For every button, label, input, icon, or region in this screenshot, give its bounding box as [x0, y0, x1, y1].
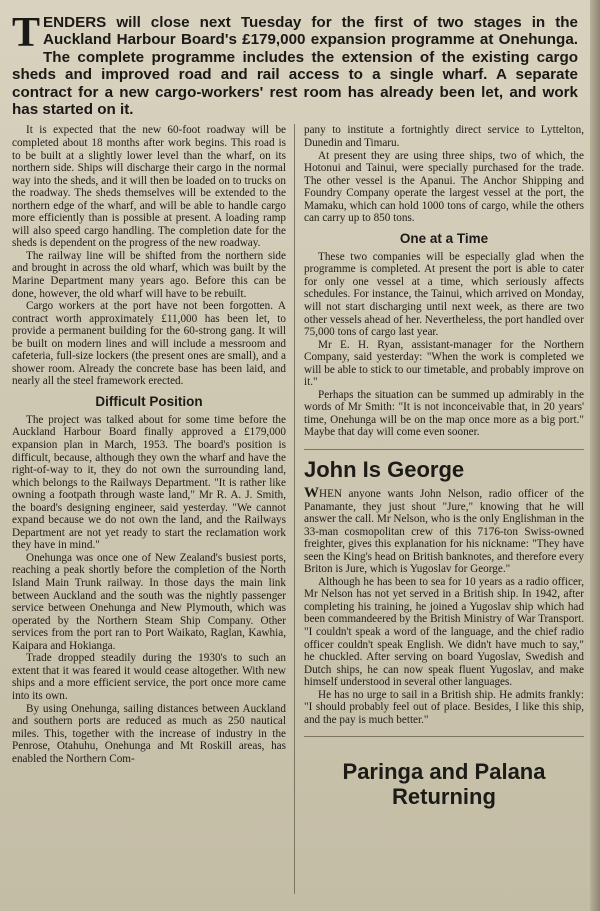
- right-paragraph-1: pany to institute a fortnightly direct service to Lyttelton, Dunedin and Timaru.: [304, 124, 584, 149]
- right-paragraph-5: Perhaps the situation can be summed up admirably in the words of Mr Smith: "It is not inconceivable that, in 20 years' time, Onehunga will be on the map once more as a big port." Maybe that day will come even sooner.: [304, 388, 584, 439]
- heading-one-at-a-time: One at a Time: [399, 230, 489, 246]
- left-paragraph-4: The project was talked about for some time before the Auckland Harbour Board finally approved a £179,000 expansion plan in March, 1953. The board's position is difficult, because, although they own the wharf and have the right-of-way to it, they do not own the surrounding land, which belongs to the Railways Department. "It is rather like owning a footpath through waste land," Mr R. A. J. Smith, the board's designing engineer, said yesterday. "We cannot expand because we do not own the land, and the Railways Department are not yet ready to start the reclamation work they have in mind.": [12, 413, 286, 552]
- right-column: [294, 124, 584, 894]
- right-paragraph-6: [304, 487, 584, 576]
- left-paragraph-5: Onehunga was once one of New Zealand's busiest ports, reaching a peak shortly before the completion of the North Island Main Trunk railway. In those days the main link between Auckland and the south was the nightly passenger service between Onehunga and New Plymouth, which was operated by the Northern Steam Ship Company. Other services from the port ran to Port Waikato, Raglan, Kawhia, Kaipara and Hokianga.: [12, 551, 286, 652]
- left-paragraph-7: By using Onehunga, sailing distances between Auckland and southern ports are reduced as much as 250 nautical miles. This, together with the increase of industry in the Penrose, Otahuhu, Onehunga and Mt Roskill areas, has enabled the Northern Com-: [12, 702, 286, 765]
- right-paragraph-7: Although he has been to sea for 10 years as a radio officer, Mr Nelson has not yet served in a British ship. In 1942, after completing his training, he joined a Yugoslav ship which had been commandeered by the British Ministry of War Transport. "I couldn't speak a word of the language, and the chief radio officer couldn't speak English. We didn't have much to say," he chuckled. After serving on board Yugoslav, Swedish and Dutch ships, he can now speak fluent Yugoslav, and make himself understood in several other languages.: [304, 575, 584, 689]
- right-paragraph-8: He has no urge to sail in a British ship. He admits frankly: "I should probably feel out of place. Besides, I like this ship, and the pay is much better.": [304, 688, 584, 726]
- left-paragraph-1: It is expected that the new 60-foot roadway will be completed about 18 months after work begins. This road is to be built at a slightly lower level than the wharf, on its northern side. Ships will discharge their cargo in the normal way into the sheds, and it will then be loaded on to trucks on the roadway. The sheds themselves will be extended to the northern edge of the wharf, and will be able to handle cargo more efficiently than is possible at present. A loading ramp will also speed cargo handling. The completion date for the sheds is dependent on the progress of the new roadway.: [12, 124, 286, 250]
- right-paragraph-4: Mr E. H. Ryan, assistant-manager for the Northern Company, said yesterday: "When the work is completed we will be able to stick to our timetable, and probably improve on it.": [304, 338, 584, 389]
- john-text: HEN anyone wants John Nelson, radio officer of the Panamante, they just shout "Jure," knowing that he will answer the call. Mr Nelson, who is the only Englishman in the 33-man cosmopolitan crew of this 7176-ton Swiss-owned freighter, gives this explanation for his nickname: "They have seen the King's head on British banknotes, and therefore every Briton is Jure, which is Yugoslav for George.": [304, 488, 584, 576]
- left-paragraph-3: Cargo workers at the port have not been forgotten. A contract worth approximately £11,000 has been let, to provide a permanent building for the 60-strong gang. It will be built on modern lines and will include a messroom and cafeteria, full-size lockers (the present ones are small), and a shower room. Already the concrete base has been laid, and nearly all the steel framework erected.: [12, 300, 286, 388]
- heading-difficult-position: Difficult Position: [95, 393, 203, 409]
- column-divider-2: [304, 736, 584, 737]
- article-columns: [12, 124, 586, 894]
- right-paragraph-3: These two companies will be especially glad when the programme is completed. At present the port is able to cater for only one vessel at a time, which seriously affects schedules. For instance, the Tainui, which arrived on Monday, will not start discharging until next week, as there are two other vessels ahead of her. Nevertheless, the port handled over 75,000 tons of cargo last year.: [304, 250, 584, 339]
- heading-john-is-george: John Is George: [304, 457, 465, 483]
- john-drop-cap: W: [304, 485, 319, 502]
- lead-paragraph: [12, 10, 578, 119]
- right-paragraph-2: At present they are using three ships, two of which, the Hotonui and Tainui, were specially purchased for the trade. The other vessel is the Apanui. The Anchor Shipping and Foundry Company operate the largest vessel at the port, the Mamaku, which can hold 1000 tons of cargo, while the others can carry up to 850 tons.: [304, 149, 584, 225]
- lead-text: ENDERS will close next Tuesday for the first of two stages in the Auckland Harbour Board's £179,000 expansion programme at Onehunga. The complete programme includes the extension of the existing cargo sheds and improved road and rail access to a single wharf. A separate contract for a new cargo-workers' rest room has already been let, and work has started on it.: [12, 14, 578, 119]
- column-divider: [304, 449, 584, 450]
- left-column: [12, 124, 294, 894]
- left-paragraph-6: Trade dropped steadily during the 1930's to such an extent that it was feared it would cease altogether. With new ships and a more efficient service, the port once more came into its own.: [12, 652, 286, 702]
- lead-drop-cap: T: [12, 10, 41, 56]
- page-edge-shadow: [590, 0, 600, 911]
- left-paragraph-2: The railway line will be shifted from the northern side and brought in across the old wharf, which was built by the Marine Department many years ago. Before this can be done, however, the old wharf will have to be rebuilt.: [12, 249, 286, 300]
- heading-paringa-and-palana: Paringa and Palana Returning: [342, 759, 546, 810]
